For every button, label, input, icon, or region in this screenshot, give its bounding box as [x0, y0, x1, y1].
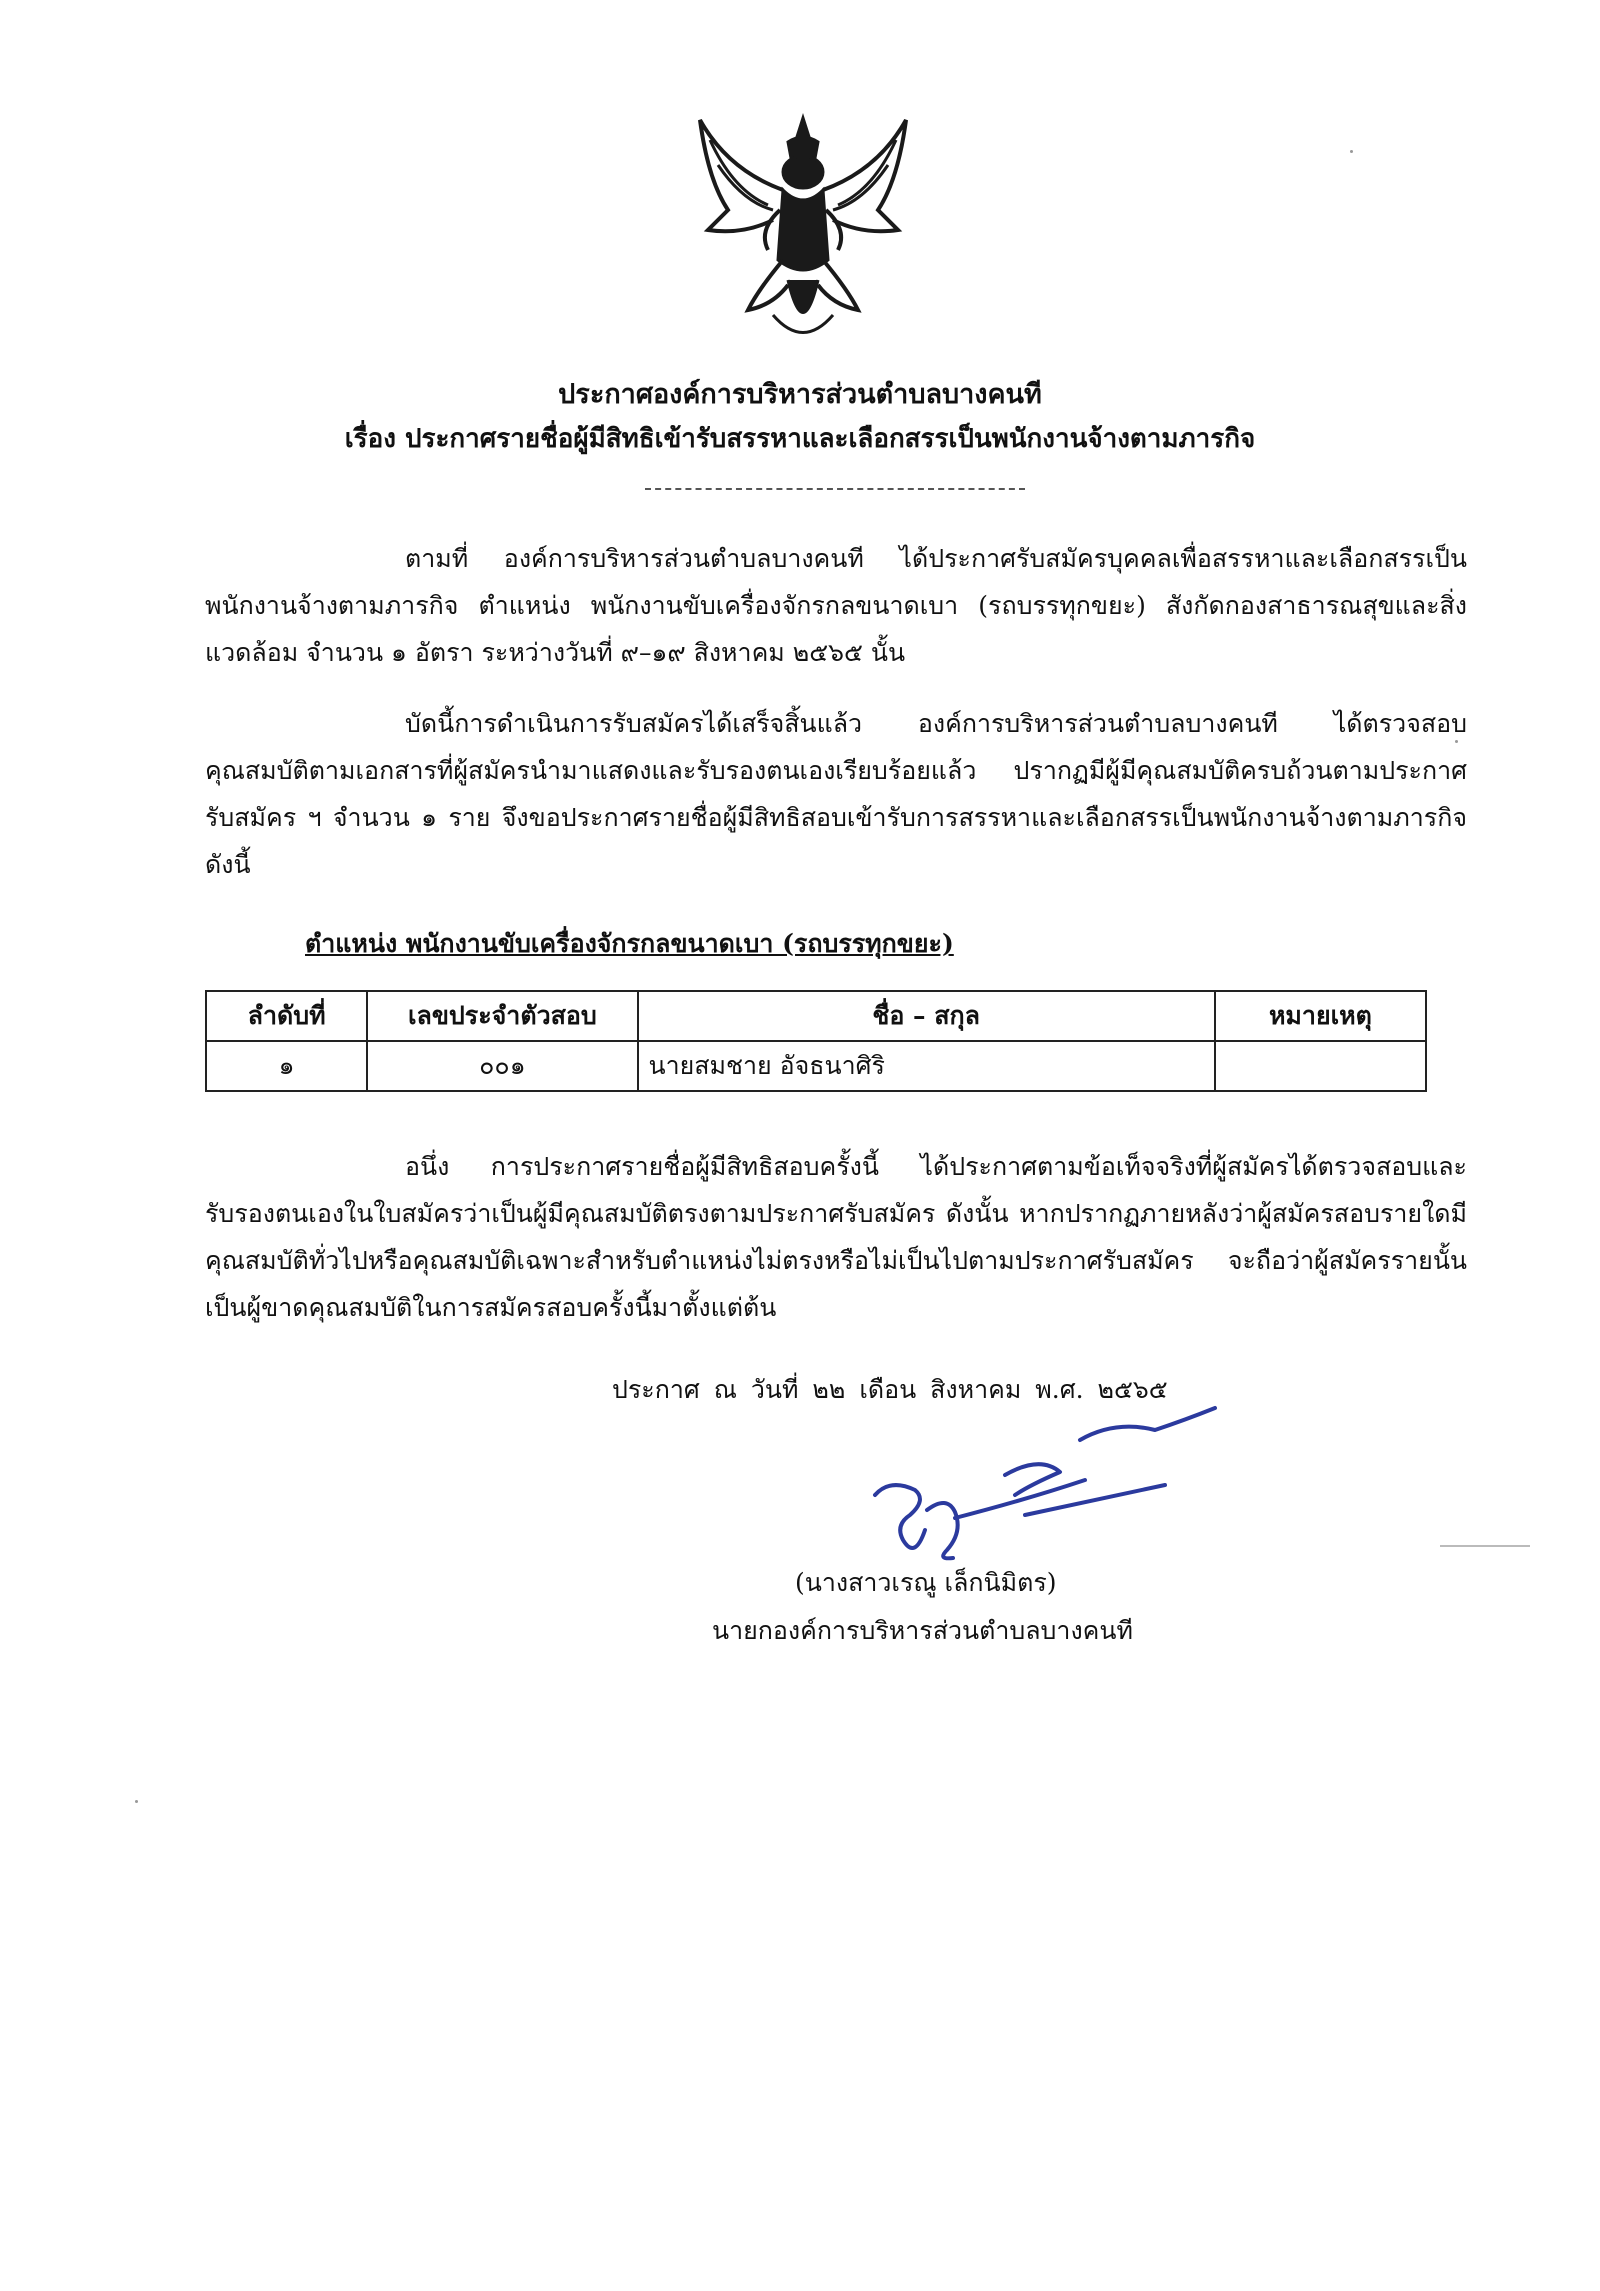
- cell-name: นายสมชาย อัจธนาศิริ: [638, 1041, 1215, 1091]
- body-paragraph-2: บัดนี้การดำเนินการรับสมัครได้เสร็จสิ้นแล้ว องค์การบริหารส่วนตำบลบางคนที ได้ตรวจสอบคุณสมบัติตามเอกสารที่ผู้สมัครนำมาแสดงและรับรองตนเองเรียบร้อยแล้ว ปรากฏมีผู้มีคุณสมบัติครบถ้วนตามประกาศรับสมัคร ฯ จำนวน ๑ ราย จึงขอประกาศรายชื่อผู้มีสิทธิสอบเข้ารับการสรรหาและเลือกสรรเป็นพนักงานจ้างตามภารกิจ ดังนี้: [205, 709, 1467, 879]
- header-exam-id: เลขประจำตัวสอบ: [367, 991, 637, 1041]
- scan-speck: [135, 1800, 138, 1803]
- announcement-subject: เรื่อง ประกาศรายชื่อผู้มีสิทธิเข้ารับสรรหาและเลือกสรรเป็นพนักงานจ้างตามภารกิจ: [344, 424, 1256, 454]
- signer-name: (นางสาวเรณู เล็กนิมิตร): [795, 1568, 1057, 1597]
- handwritten-signature: [855, 1400, 1235, 1590]
- header-no: ลำดับที่: [206, 991, 367, 1041]
- header-name: ชื่อ – สกุล: [638, 991, 1215, 1041]
- candidate-table: [205, 990, 1427, 1092]
- announcement-date: ประกาศ ณ วันที่ ๒๒ เดือน สิงหาคม พ.ศ. ๒๕๖๕: [612, 1375, 1168, 1404]
- cell-exam-id: ๐๐๑: [367, 1041, 637, 1091]
- body-paragraph-1: ตามที่ องค์การบริหารส่วนตำบลบางคนที ได้ประกาศรับสมัครบุคคลเพื่อสรรหาและเลือกสรรเป็นพนักงานจ้างตามภารกิจ ตำแหน่ง พนักงานขับเครื่องจักรกลขนาดเบา (รถบรรทุกขยะ) สังกัดกองสาธารณสุขและสิ่งแวดล้อม จำนวน ๑ อัตรา ระหว่างวันที่ ๙–๑๙ สิงหาคม ๒๕๖๕ นั้น: [205, 544, 1467, 667]
- garuda-emblem-icon: [688, 110, 918, 350]
- announcement-title: ประกาศองค์การบริหารส่วนตำบลบางคนที: [558, 379, 1042, 410]
- scan-speck: [1455, 740, 1458, 743]
- title-divider: [645, 488, 1025, 490]
- cell-no: ๑: [206, 1041, 367, 1091]
- signer-position: นายกองค์การบริหารส่วนตำบลบางคนที: [712, 1616, 1133, 1645]
- scan-streak: [1440, 1545, 1530, 1547]
- header-remark: หมายเหตุ: [1215, 991, 1426, 1041]
- body-paragraph-3: อนึ่ง การประกาศรายชื่อผู้มีสิทธิสอบครั้งนี้ ได้ประกาศตามข้อเท็จจริงที่ผู้สมัครได้ตรวจสอบและรับรองตนเองในใบสมัครว่าเป็นผู้มีคุณสมบัติตรงตามประกาศรับสมัคร ดังนั้น หากปรากฏภายหลังว่าผู้สมัครสอบรายใดมีคุณสมบัติทั่วไปหรือคุณสมบัติเฉพาะสำหรับตำแหน่งไม่ตรงหรือไม่เป็นไปตามประกาศรับสมัคร จะถือว่าผู้สมัครรายนั้นเป็นผู้ขาดคุณสมบัติในการสมัครสอบครั้งนี้มาตั้งแต่ต้น: [205, 1152, 1467, 1322]
- position-heading: ตำแหน่ง พนักงานขับเครื่องจักรกลขนาดเบา (รถบรรทุกขยะ): [305, 929, 954, 958]
- cell-remark: [1215, 1041, 1426, 1091]
- table-header-row: [206, 991, 1426, 1041]
- scan-speck: [1350, 150, 1353, 153]
- table-row: [206, 1041, 1426, 1091]
